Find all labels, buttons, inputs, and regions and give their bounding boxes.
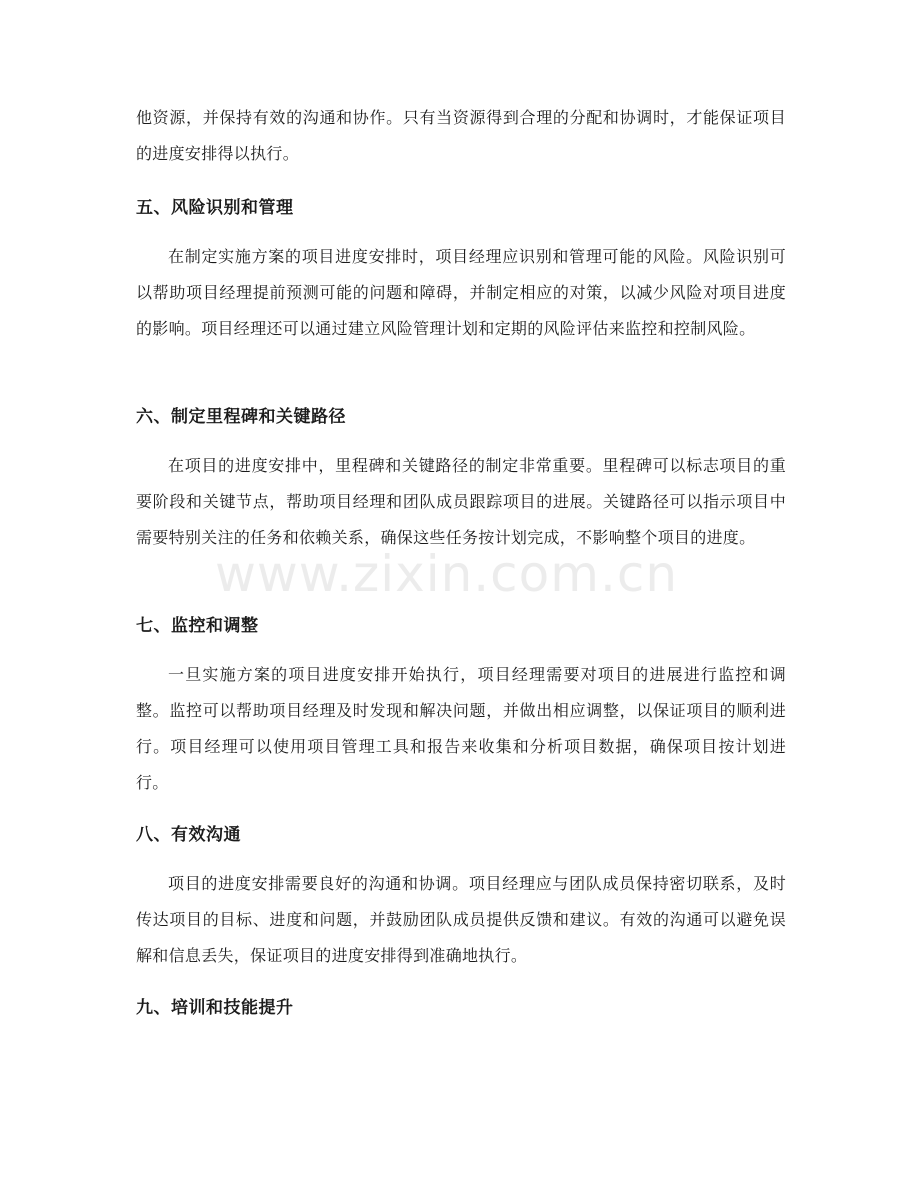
section-paragraph-block-6	[136, 448, 786, 556]
section-paragraph-7: 一旦实施方案的项目进度安排开始执行，项目经理需要对项目的进展进行监控和调整。监控可以帮助项目经理及时发现和解决问题，并做出相应调整，以保证项目的顺利进行。项目经理可以使用项目管理工具和报告来收集和分析项目数据，确保项目按计划进行。	[136, 665, 786, 792]
watermark-text: www.zixin.com.cn	[215, 545, 679, 603]
section-heading-8: 八、有效沟通	[136, 825, 241, 845]
section-heading-5: 五、风险识别和管理	[136, 198, 294, 218]
section-paragraph-block-7	[136, 657, 786, 801]
section-paragraph-block-8	[136, 866, 786, 974]
intro-paragraph: 他资源，并保持有效的沟通和协作。只有当资源得到合理的分配和协调时，才能保证项目的进度安排得以执行。	[136, 108, 786, 163]
section-heading-7: 七、监控和调整	[136, 616, 259, 636]
section-heading-6: 六、制定里程碑和关键路径	[136, 407, 346, 427]
intro-paragraph-block	[136, 100, 786, 172]
section-paragraph-block-5	[136, 239, 786, 347]
section-paragraph-6: 在项目的进度安排中，里程碑和关键路径的制定非常重要。里程碑可以标志项目的重要阶段和关键节点，帮助项目经理和团队成员跟踪项目的进展。关键路径可以指示项目中需要特别关注的任务和依赖关系，确保这些任务按计划完成，不影响整个项目的进度。	[136, 456, 786, 547]
section-paragraph-8: 项目的进度安排需要良好的沟通和协调。项目经理应与团队成员保持密切联系，及时传达项目的目标、进度和问题，并鼓励团队成员提供反馈和建议。有效的沟通可以避免误解和信息丢失，保证项目的进度安排得到准确地执行。	[136, 874, 786, 965]
section-heading-9: 九、培训和技能提升	[136, 998, 294, 1018]
section-paragraph-5: 在制定实施方案的项目进度安排时，项目经理应识别和管理可能的风险。风险识别可以帮助项目经理提前预测可能的问题和障碍，并制定相应的对策，以减少风险对项目进度的影响。项目经理还可以通过建立风险管理计划和定期的风险评估来监控和控制风险。	[136, 247, 786, 338]
